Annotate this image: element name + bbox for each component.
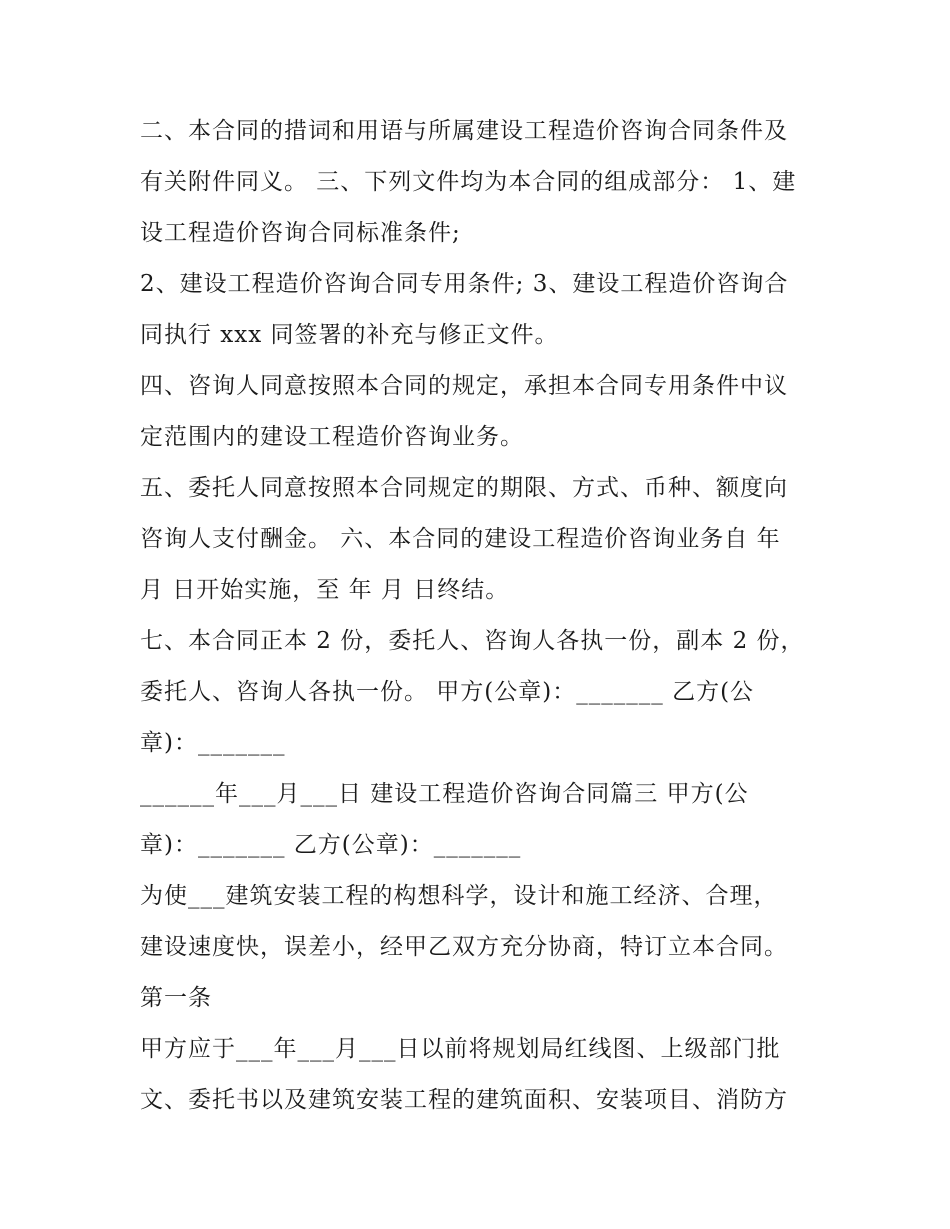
text-line: 委托人、咨询人各执一份。 甲方(公章)：_______ 乙方(公 — [140, 679, 755, 705]
text-line: 章)：_______ — [140, 730, 286, 756]
text-line: 为使___建筑安装工程的构想科学，设计和施工经济、合理， — [140, 883, 778, 909]
text-line: 章)：_______ 乙方(公章)：_______ — [140, 832, 522, 858]
text-line: 有关附件同义。 三、下列文件均为本合同的组成部分： 1、建 — [140, 169, 797, 195]
text-line: 建设速度快，误差小，经甲乙双方充分协商，特订立本合同。 — [140, 934, 788, 960]
text-line: ______年___月___日 建设工程造价咨询合同篇三 甲方(公 — [140, 781, 749, 807]
text-line: 四、咨询人同意按照本合同的规定，承担本合同专用条件中议 — [140, 373, 788, 399]
text-line: 定范围内的建设工程造价咨询业务。 — [140, 424, 524, 450]
text-line: 设工程造价咨询合同标准条件; — [140, 220, 461, 246]
text-line: 二、本合同的措词和用语与所属建设工程造价咨询合同条件及 — [140, 118, 788, 144]
text-line: 同执行 xxx 同签署的补充与修正文件。 — [140, 322, 559, 348]
text-line: 文、委托书以及建筑安装工程的建筑面积、安装项目、消防方 — [140, 1087, 788, 1113]
document-body — [140, 106, 820, 1126]
text-line: 第一条 — [140, 985, 212, 1011]
text-line: 甲方应于___年___月___日以前将规划局红线图、上级部门批 — [140, 1036, 781, 1062]
text-line: 咨询人支付酬金。 六、本合同的建设工程造价咨询业务自 年 — [140, 526, 781, 552]
text-line: 五、委托人同意按照本合同规定的期限、方式、币种、额度向 — [140, 475, 788, 501]
text-line: 月 日开始实施，至 年 月 日终结。 — [140, 577, 510, 603]
text-line: 2、建设工程造价咨询合同专用条件; 3、建设工程造价咨询合 — [140, 271, 789, 297]
text-line: 七、本合同正本 2 份，委托人、咨询人各执一份，副本 2 份， — [140, 628, 805, 654]
